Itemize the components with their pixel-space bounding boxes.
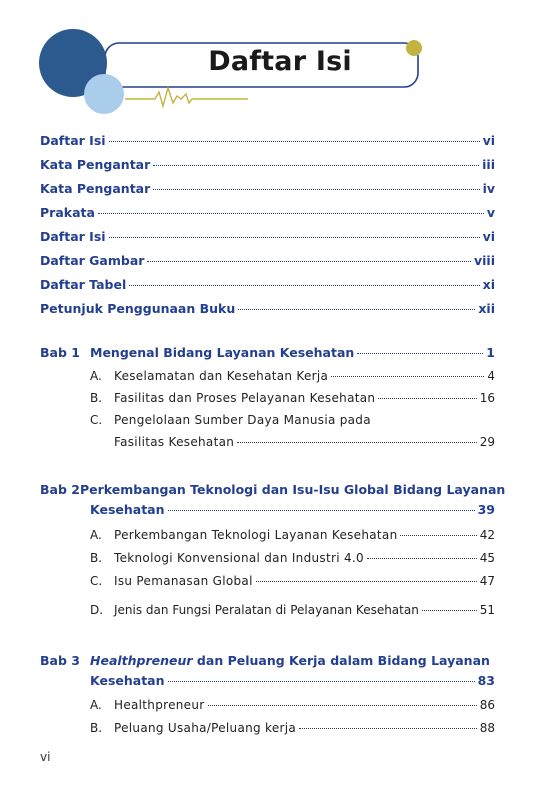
chapter-entry-continued[interactable] [40, 502, 495, 522]
section-page: 86 [479, 698, 495, 712]
section-entry[interactable] [40, 698, 495, 718]
section-page: 42 [479, 528, 495, 542]
leader-dots [147, 261, 471, 262]
section-page: 29 [479, 435, 495, 449]
leader-dots [331, 376, 484, 377]
section-entry[interactable] [40, 391, 495, 411]
section-entry[interactable] [40, 413, 495, 433]
section-letter: A. [90, 369, 102, 383]
chapter-page: 39 [477, 502, 495, 517]
toc-entry-page: viii [473, 253, 495, 268]
section-letter: D. [90, 603, 104, 617]
toc-entry-label: Daftar Tabel [40, 277, 127, 292]
gold-dot [406, 40, 422, 56]
section-letter: B. [90, 391, 103, 405]
section-letter: B. [90, 721, 103, 735]
section-entry[interactable] [40, 603, 495, 623]
section-page: 45 [479, 551, 495, 565]
leader-dots [153, 165, 479, 166]
section-letter: A. [90, 698, 102, 712]
light-blue-circle [84, 74, 124, 114]
section-page: 16 [479, 391, 495, 405]
toc-entry-label: Daftar Gambar [40, 253, 145, 268]
chapter-number: Bab 2 [40, 482, 80, 497]
toc-entry[interactable] [40, 181, 495, 201]
section-page: 4 [487, 369, 495, 383]
section-title: Pengelolaan Sumber Daya Manusia pada [114, 413, 371, 427]
toc-entry[interactable] [40, 157, 495, 177]
leader-dots [400, 535, 476, 536]
leader-dots [98, 213, 484, 214]
chapter-entry[interactable] [40, 653, 495, 673]
toc-entry-label: Daftar Isi [40, 133, 106, 148]
section-letter: A. [90, 528, 102, 542]
section-page: 88 [479, 721, 495, 735]
toc-entry-label: Kata Pengantar [40, 181, 151, 196]
section-entry[interactable] [40, 574, 495, 594]
section-title: Keselamatan dan Kesehatan Kerja [114, 369, 329, 383]
toc-entry-page: xi [482, 277, 495, 292]
chapter-title-continued: Kesehatan [90, 673, 165, 688]
chapter-number: Bab 1 [40, 345, 80, 360]
section-title: Jenis dan Fungsi Peralatan di Pelayanan Kesehatan [114, 603, 419, 617]
section-page: 47 [479, 574, 495, 588]
section-entry[interactable] [40, 528, 495, 548]
section-entry[interactable] [40, 369, 495, 389]
section-page: 51 [479, 603, 495, 617]
toc-entry[interactable] [40, 277, 495, 297]
section-entry[interactable] [40, 721, 495, 741]
page-title: Daftar Isi [208, 46, 352, 77]
chapter-title: dan Peluang Kerja dalam Bidang Layanan [192, 653, 490, 668]
leader-dots [109, 141, 480, 142]
toc-entry-page: vi [482, 229, 495, 244]
section-letter: C. [90, 574, 103, 588]
toc-entry[interactable] [40, 301, 495, 321]
chapter-entry-continued[interactable] [40, 673, 495, 693]
toc-entry[interactable] [40, 133, 495, 153]
toc-entry-page: v [486, 205, 495, 220]
leader-dots [153, 189, 479, 190]
leader-dots [378, 398, 476, 399]
leader-dots [129, 285, 479, 286]
leader-dots [367, 558, 477, 559]
leader-dots [168, 681, 475, 682]
toc-entry[interactable] [40, 205, 495, 225]
page-number: vi [40, 750, 51, 764]
toc-entry-label: Prakata [40, 205, 95, 220]
chapter-title-continued: Kesehatan [90, 502, 165, 517]
toc-entry[interactable] [40, 253, 495, 273]
leader-dots [237, 442, 477, 443]
toc-entry-label: Daftar Isi [40, 229, 106, 244]
section-letter: C. [90, 413, 103, 427]
leader-dots [299, 728, 477, 729]
section-title-continued: Fasilitas Kesehatan [114, 435, 235, 449]
leader-dots [422, 610, 477, 611]
chapter-entry[interactable] [40, 482, 506, 502]
section-title: Isu Pemanasan Global [114, 574, 253, 588]
section-letter: B. [90, 551, 103, 565]
toc-entry-page: iv [482, 181, 495, 196]
section-title: Teknologi Konvensional dan Industri 4.0 [114, 551, 364, 565]
toc-entry-label: Petunjuk Penggunaan Buku [40, 301, 236, 316]
chapter-entry[interactable] [40, 345, 495, 365]
heartbeat-line-icon [125, 88, 248, 106]
leader-dots [256, 581, 477, 582]
chapter-title-italic: Healthpreneur [90, 653, 193, 668]
toc-entry-page: iii [482, 157, 495, 172]
section-title: Healthpreneur [114, 698, 205, 712]
leader-dots [208, 705, 477, 706]
chapter-page: 1 [486, 345, 495, 360]
leader-dots [238, 309, 475, 310]
chapter-page: 83 [477, 673, 495, 688]
leader-dots [168, 510, 475, 511]
section-entry[interactable] [40, 551, 495, 571]
leader-dots [109, 237, 480, 238]
chapter-number: Bab 3 [40, 653, 80, 668]
toc-entry-label: Kata Pengantar [40, 157, 151, 172]
chapter-title: Perkembangan Teknologi dan Isu-Isu Global Bidang Layanan [79, 482, 506, 497]
chapter-title: Mengenal Bidang Layanan Kesehatan [90, 345, 355, 360]
leader-dots [357, 353, 483, 354]
header-banner [0, 0, 538, 120]
section-entry-continued[interactable] [40, 435, 495, 455]
section-title: Perkembangan Teknologi Layanan Kesehatan [114, 528, 398, 542]
toc-entry[interactable] [40, 229, 495, 249]
toc-entry-page: xii [478, 301, 495, 316]
toc-entry-page: vi [482, 133, 495, 148]
section-title: Peluang Usaha/Peluang kerja [114, 721, 297, 735]
section-title: Fasilitas dan Proses Pelayanan Kesehatan [114, 391, 376, 405]
